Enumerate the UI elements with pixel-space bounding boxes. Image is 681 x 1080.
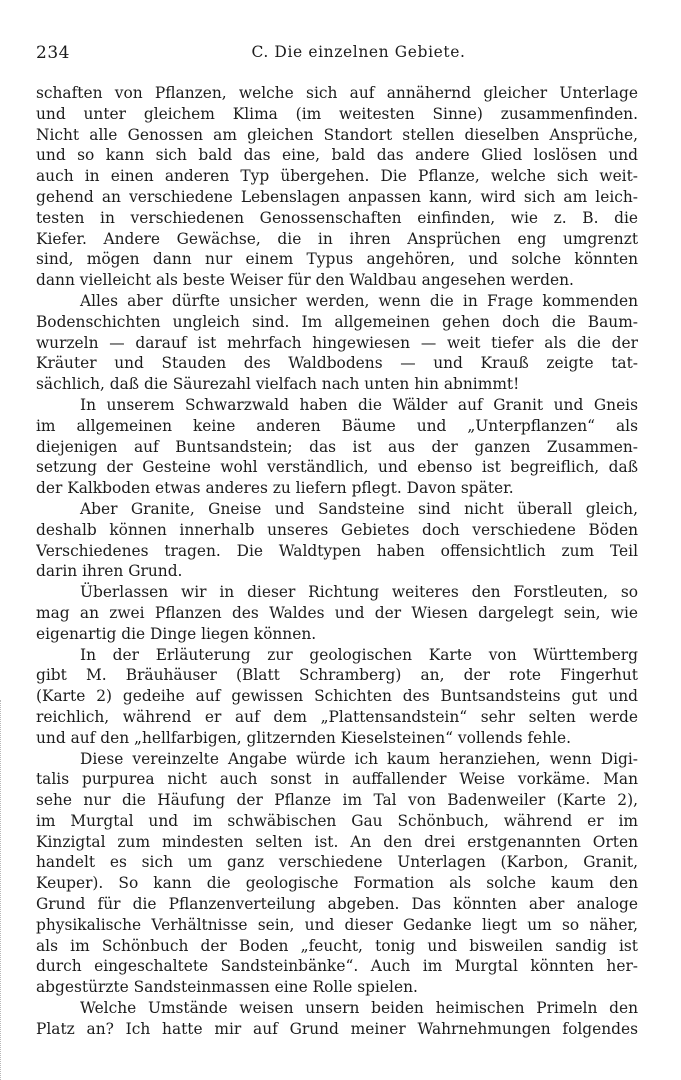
text-line: mag an zwei Pflanzen des Waldes und der Wiesen dargelegt sein, wie <box>36 603 638 622</box>
text-line: der Kalkboden etwas anderes zu liefern pflegt. Davon später. <box>36 479 514 498</box>
text-line: physikalische Verhältnisse sein, und dieser Gedanke liegt um so näher, <box>36 915 638 934</box>
page-number: 234 <box>36 43 70 63</box>
text-line: Bodenschichten ungleich sind. Im allgemeinen gehen doch die Baum- <box>36 312 638 331</box>
text-line: gibt M. Bräuhäuser (Blatt Schramberg) an, der rote Fingerhut <box>36 666 638 685</box>
text-line: und auf den „hellfarbigen, glitzernden Kieselsteinen“ vollends fehle. <box>36 728 572 747</box>
text-line: darin ihren Grund. <box>36 562 183 581</box>
paragraph-start-line: In unserem Schwarzwald haben die Wälder auf Granit und Gneis <box>80 395 638 414</box>
text-line: und so kann sich bald das eine, bald das andere Glied loslösen und <box>36 146 638 165</box>
text-line: Grund für die Pflanzenverteilung abgeben. Das könnten aber analoge <box>36 895 638 914</box>
text-line: handelt es sich um ganz verschiedene Unterlagen (Karbon, Granit, <box>36 853 638 872</box>
text-line: abgestürzte Sandsteinmassen eine Rolle spielen. <box>36 978 418 997</box>
text-line: sächlich, daß die Säurezahl vielfach nach unten hin abnimmt! <box>36 375 520 394</box>
text-line: schaften von Pflanzen, welche sich auf annähernd gleicher Unterlage <box>36 84 638 102</box>
text-line: auch in einen anderen Typ übergehen. Die Pflanze, welche sich weit- <box>36 167 638 186</box>
text-line: Kiefer. Andere Gewächse, die in ihren Ansprüchen eng umgrenzt <box>36 229 638 248</box>
paragraph-start-line: Welche Umstände weisen unsern beiden heimischen Primeln den <box>80 999 638 1018</box>
text-line: deshalb können innerhalb unseres Gebietes doch verschiedene Böden <box>36 520 638 539</box>
text-line: dann vielleicht als beste Weiser für den Waldbau angesehen werden. <box>36 271 574 290</box>
paragraph-start-line: Aber Granite, Gneise und Sandsteine sind nicht überall gleich, <box>80 499 638 518</box>
text-line: diejenigen auf Buntsandstein; das ist aus der ganzen Zusammen- <box>36 437 638 456</box>
paragraph-start-line: Alles aber dürfte unsicher werden, wenn die in Frage kommenden <box>80 291 638 310</box>
text-line: und unter gleichem Klima (im weitesten Sinne) zusammenfinden. <box>36 104 638 123</box>
text-line: im Murgtal und im schwäbischen Gau Schönbuch, während er im <box>36 811 638 830</box>
text-line: Platz an? Ich hatte mir auf Grund meiner Wahrnehmungen folgendes <box>36 1019 638 1038</box>
text-line: Verschiedenes tragen. Die Waldtypen haben offensichtlich zum Teil <box>36 541 638 560</box>
text-line: talis purpurea nicht auch sonst in auffallender Weise vorkäme. Man <box>36 770 638 789</box>
scan-edge-divider <box>0 700 3 1080</box>
text-line: reichlich, während er auf dem „Plattensandstein“ sehr selten werde <box>36 707 638 726</box>
text-line: im allgemeinen keine anderen Bäume und „Unterpflanzen“ als <box>36 416 638 435</box>
text-line: wurzeln — darauf ist mehrfach hingewiesen — weit tiefer als die der <box>36 333 638 352</box>
text-line: eigenartig die Dinge liegen können. <box>36 624 317 643</box>
paragraph-start-line: Überlassen wir in dieser Richtung weiteres den Forstleuten, so <box>80 583 638 602</box>
text-line: sind, mögen dann nur einem Typus angehören, und solche könnten <box>36 250 638 269</box>
text-line: durch eingeschaltete Sandsteinbänke“. Auch im Murgtal könnten her- <box>36 957 638 976</box>
text-line: Nicht alle Genossen am gleichen Standort stellen dieselben Ansprüche, <box>36 125 638 144</box>
text-line: sehe nur die Häufung der Pflanze im Tal von Badenweiler (Karte 2), <box>36 791 638 810</box>
text-line: testen in verschiedenen Genossenschaften einfinden, wie z. B. die <box>36 208 638 227</box>
paragraph-start-line: In der Erläuterung zur geologischen Karte von Württemberg <box>80 645 638 664</box>
page-header <box>36 43 651 67</box>
text-line: Keuper). So kann die geologische Formation als solche kaum den <box>36 874 638 893</box>
text-line: setzung der Gesteine wohl verständlich, und ebenso ist begreiflich, daß <box>36 458 638 477</box>
text-line: Kinzigtal zum mindesten selten ist. An den drei erstgenannten Orten <box>36 832 638 851</box>
text-line: Kräuter und Stauden des Waldbodens — und Krauß zeigte tat- <box>36 354 638 373</box>
text-line: als im Schönbuch der Boden „feucht, tonig und bisweilen sandig ist <box>36 936 638 955</box>
text-line: gehend an verschiedene Lebenslagen anpassen kann, wird sich am leich- <box>36 187 638 206</box>
paragraph-start-line: Diese vereinzelte Angabe würde ich kaum heranziehen, wenn Digi- <box>80 749 638 768</box>
body-text <box>36 83 638 1040</box>
running-head: C. Die einzelnen Gebiete. <box>251 43 466 61</box>
text-line: (Karte 2) gedeihe auf gewissen Schichten des Buntsandsteins gut und <box>36 687 638 706</box>
